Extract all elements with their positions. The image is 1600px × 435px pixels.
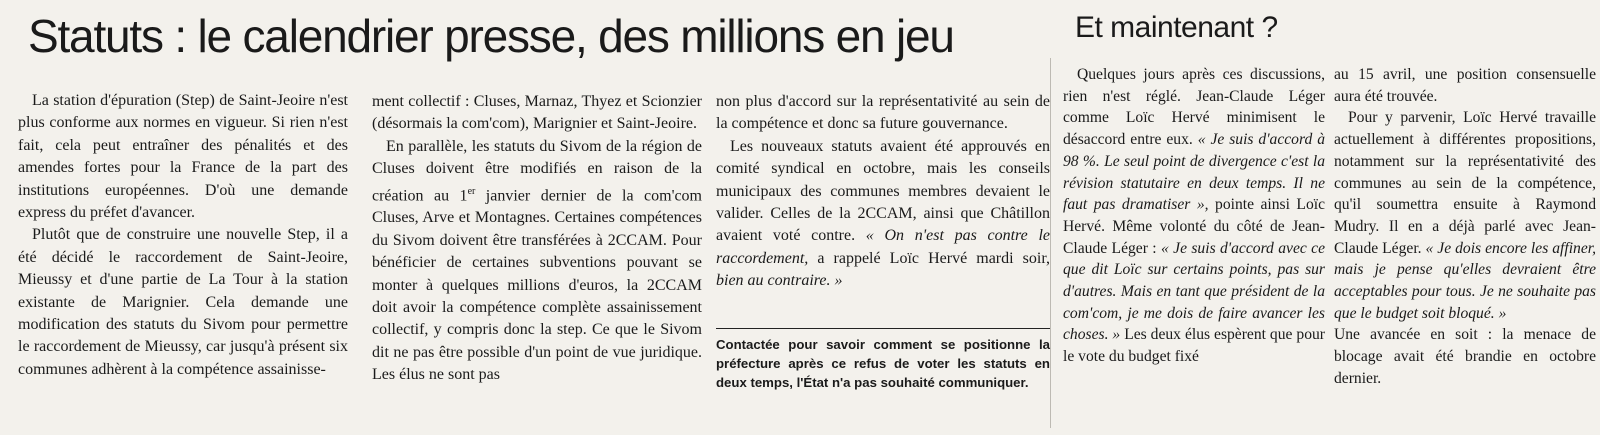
text-run: Les nouveaux statuts avaient été approuvés en comité syndical en octobre, mais les conseils municipaux des communes membres devaient le valider. Celles de la 2CCAM, ainsi que Châtillon avaient voté contre.: [716, 137, 1050, 245]
quote: « Je suis d'accord avec ce que dit Loïc sur certains points, pas sur d'autres. Mais en tant que président de la com'com, je me dois de faire avancer les choses. »: [1063, 239, 1326, 344]
ordinal-suffix: er: [467, 185, 476, 197]
sidebar-column-1: [1063, 64, 1325, 368]
paragraph: [716, 136, 1050, 293]
column-divider: [1050, 58, 1051, 428]
article-column-1: [18, 90, 348, 381]
paragraph: Plutôt que de construire une nouvelle Step, il a été décidé le raccordement de Saint-Jeoire, Mieussy et d'une partie de La Tour à la station existante de Marignier. Cela demande une modification des statuts du Sivom pour permettre le raccordement de Mieussy, car jusqu'à présent six communes adhèrent à la compétence assainisse-: [18, 226, 348, 378]
text-run: Quelques jours après ces discussions, rien n'est réglé. Jean-Claude Léger comme Loïc Hervé minimisent le désaccord entre eux.: [1063, 66, 1325, 149]
article-headline: Statuts : le calendrier presse, des millions en jeu: [28, 10, 954, 62]
text-run: janvier dernier de la com'com Cluses, Arve et Montagnes. Certaines compétences du Sivom doivent être transférées à 2CCAM. Pour bénéficier de certaines subventions pouvant se monter à quelques millions d'euros, la 2CCAM doit avoir la compétence complète assainissement collectif, y compris donc la step. Ce que le Sivom dit ne pas être possible d'un point de vue juridique. Les élus ne sont pas: [372, 186, 703, 384]
sidebar-column-2: [1334, 64, 1596, 390]
quote: « Je suis d'accord à 98 %. Le seul point de divergence c'est la révision statutaire en deux temps. Il ne faut pas dramatiser »,: [1063, 131, 1325, 214]
paragraph: [1063, 64, 1325, 368]
paragraph: [1334, 107, 1596, 324]
quote: « Je dois encore les affiner, mais je pense qu'elles devraient être acceptables pour tous. Je ne souhaite pas que le budget soit bloqué. »: [1334, 239, 1596, 322]
text-run: Les deux élus espèrent que pour le vote du budget fixé: [1063, 326, 1325, 366]
paragraph: [372, 136, 702, 387]
article-column-2: [372, 91, 702, 387]
text-run: En parallèle, les statuts du Sivom de la région de Cluses doivent être modifiés en raison de la création au 1: [372, 137, 702, 204]
quote: bien au contraire. »: [716, 272, 843, 290]
text-run: a rappelé Loïc Hervé mardi soir,: [808, 249, 1050, 267]
paragraph: non plus d'accord sur la représentativité au sein de la compétence et donc sa future gouvernance.: [716, 93, 1050, 133]
text-run: Pour y parvenir, Loïc Hervé travaille actuellement à différentes propositions, notamment sur la représentativité des communes au sein de la compétence, qu'il soumettra ensuite à Raymond Mudry. Il en a déjà parlé avec Jean-Claude Léger.: [1334, 109, 1596, 257]
paragraph: au 15 avril, une position consensuelle aura été trouvée.: [1334, 66, 1596, 105]
paragraph: Une avancée en soit : la menace de blocage avait été brandie en octobre dernier.: [1334, 326, 1596, 387]
boxed-note: Contactée pour savoir comment se positionne la préfecture après ce refus de voter les statuts en deux temps, l'État n'a pas souhaité communiquer.: [716, 328, 1050, 392]
paragraph: La station d'épuration (Step) de Saint-Jeoire n'est plus conforme aux normes en vigueur. Si rien n'est fait, cela peut entraîner des pénalités et des amendes fortes pour la France de la part des institutions européennes. D'où une demande express du préfet d'avancer.: [18, 92, 348, 222]
text-run: pointe ainsi Loïc Hervé. Même volonté du côté de Jean-Claude Léger :: [1063, 196, 1325, 257]
quote: « On n'est pas contre le raccordement,: [716, 227, 1051, 267]
paragraph: ment collectif : Cluses, Marnaz, Thyez et Scionzier (désormais la com'com), Marignier et Saint-Jeoire.: [372, 93, 702, 133]
sidebar-title: Et maintenant ?: [1075, 11, 1278, 44]
article-column-3: [716, 91, 1050, 293]
